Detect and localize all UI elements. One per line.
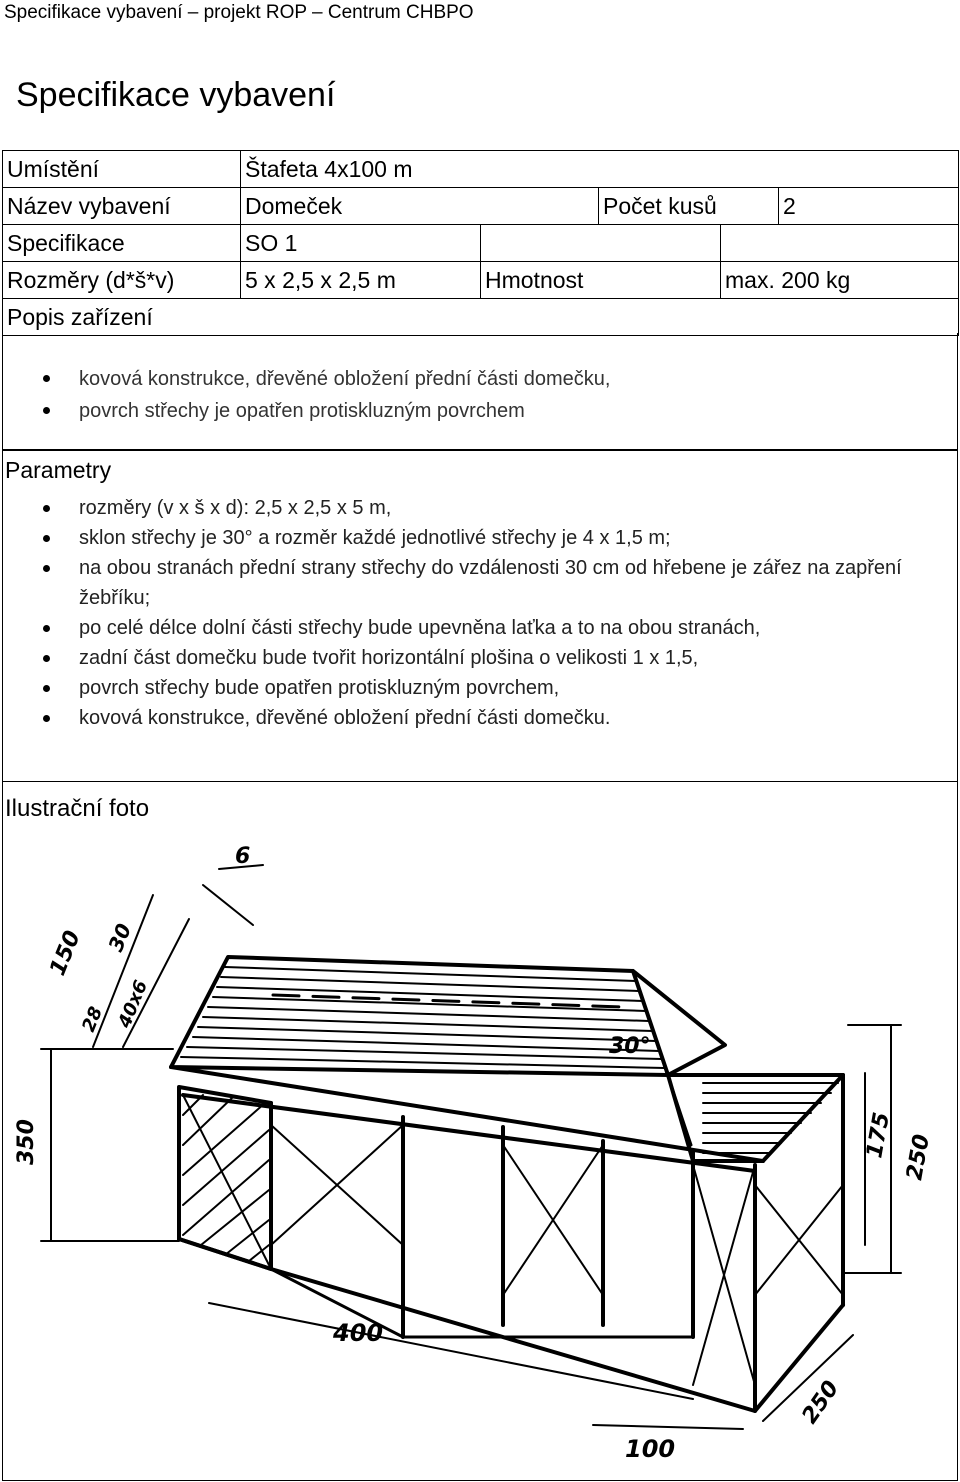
specifikace-value: SO 1 [241, 225, 481, 262]
table-row [3, 151, 959, 188]
dim-label: 175 [862, 1110, 895, 1161]
nazev-value: Domeček [241, 188, 599, 225]
hmotnost-label: Hmotnost [481, 262, 721, 299]
dim-label: 6 [235, 844, 251, 869]
bullet-icon [43, 685, 50, 692]
bullet-icon [43, 375, 50, 382]
bullet-icon [43, 715, 50, 722]
list-item: zadní část domečku bude tvořit horizontální plošina o velikosti 1 x 1,5, [3, 643, 953, 673]
rozmery-label: Rozměry (d*š*v) [3, 262, 241, 299]
bullet-icon [43, 407, 50, 414]
dim-label: 250 [797, 1376, 845, 1429]
table-row [3, 188, 959, 225]
dim-label: 30 [103, 920, 137, 955]
parametry-section [2, 450, 958, 782]
house-drawing [3, 825, 957, 1479]
spec-table [2, 150, 959, 336]
pocet-label: Počet kusů [599, 188, 779, 225]
page-title: Specifikace vybavení [16, 76, 336, 114]
umisteni-label: Umístění [3, 151, 241, 188]
umisteni-value: Štafeta 4x100 m [241, 151, 959, 188]
empty-cell [481, 225, 721, 262]
foto-section [2, 781, 958, 1481]
bullet-icon [43, 625, 50, 632]
table-row [3, 225, 959, 262]
parametry-list [3, 493, 953, 733]
list-item: na obou stranách přední strany střechy do vzdálenosti 30 cm od hřebene je zářez na zapření žebříku; [3, 553, 953, 613]
popis-section [2, 333, 958, 450]
popis-list [3, 363, 953, 427]
dim-label: 28 [78, 1003, 108, 1035]
list-item: kovová konstrukce, dřevěné obložení přední části domečku. [3, 703, 953, 733]
bullet-icon [43, 565, 50, 572]
table-row [3, 262, 959, 299]
nazev-label: Název vybavení [3, 188, 241, 225]
dim-label: 250 [902, 1132, 935, 1183]
list-item: rozměry (v x š x d): 2,5 x 2,5 x 5 m, [3, 493, 953, 523]
specifikace-label: Specifikace [3, 225, 241, 262]
pocet-value: 2 [779, 188, 959, 225]
bullet-icon [43, 505, 50, 512]
table-row [3, 299, 959, 336]
document-header: Specifikace vybavení – projekt ROP – Centrum CHBPO [4, 2, 474, 23]
empty-cell [721, 225, 959, 262]
list-item: povrch střechy bude opatřen protiskluzným povrchem, [3, 673, 953, 703]
foto-label: Ilustrační foto [5, 795, 150, 822]
dim-label: 150 [45, 927, 86, 980]
dim-label: 100 [625, 1435, 676, 1463]
bullet-icon [43, 535, 50, 542]
list-item: povrch střechy je opatřen protiskluzným povrchem [3, 395, 953, 427]
bullet-icon [43, 655, 50, 662]
popis-label: Popis zařízení [3, 299, 959, 336]
rozmery-value: 5 x 2,5 x 2,5 m [241, 262, 481, 299]
dim-label: 30° [609, 1034, 651, 1059]
list-item: po celé délce dolní části střechy bude upevněna laťka a to na obou stranách, [3, 613, 953, 643]
parametry-label: Parametry [5, 457, 112, 483]
dim-label: 40x6 [114, 977, 153, 1031]
list-item: kovová konstrukce, dřevěné obložení přední části domečku, [3, 363, 953, 395]
dim-label: 400 [333, 1319, 384, 1347]
list-item: sklon střechy je 30° a rozměr každé jednotlivé střechy je 4 x 1,5 m; [3, 523, 953, 553]
dim-label: 350 [14, 1119, 39, 1165]
hmotnost-value: max. 200 kg [721, 262, 959, 299]
